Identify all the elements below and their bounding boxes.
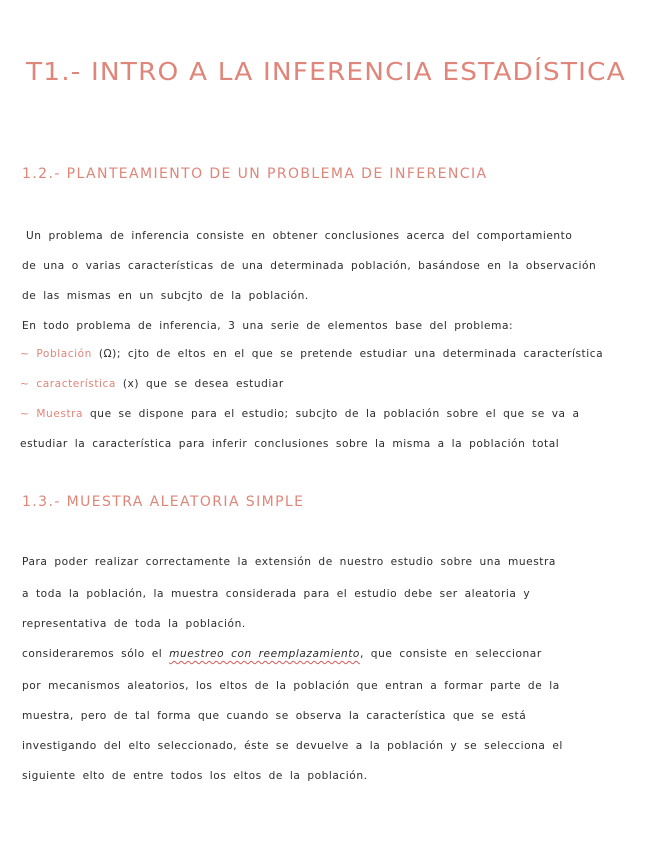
- item-text: (Ω); cjto de eltos en el que se pretende estudiar una determinada característica: [91, 348, 604, 360]
- list-bullet: ~: [20, 408, 30, 420]
- paragraph-line: [22, 648, 542, 660]
- term-muestra: Muestra: [36, 408, 84, 420]
- item-text: que se dispone para el estudio; subcjto de la población sobre el que se va a: [83, 408, 580, 420]
- paragraph-line: siguiente elto de entre todos los eltos de la población.: [22, 770, 368, 782]
- paragraph-line: de una o varias características de una determinada población, basándose en la observación: [22, 260, 597, 272]
- term-poblacion: Población: [36, 348, 92, 360]
- paragraph-line: de las mismas en un subcjto de la población.: [22, 290, 309, 302]
- line-text: , que consiste en seleccionar: [359, 648, 542, 660]
- paragraph-line: Un problema de inferencia consiste en obtener conclusiones acerca del comportamiento: [26, 230, 573, 242]
- term-caracteristica: característica: [36, 378, 116, 390]
- paragraph-line: En todo problema de inferencia, 3 una serie de elementos base del problema:: [22, 320, 514, 332]
- item-text: (x) que se desea estudiar: [115, 378, 284, 390]
- paragraph-line: muestra, pero de tal forma que cuando se observa la característica que se está: [22, 710, 527, 722]
- list-item-muestra: [20, 408, 580, 420]
- underlined-term: muestreo con reemplazamiento: [169, 648, 360, 660]
- section-heading-1-2: 1.2.- PLANTEAMIENTO DE UN PROBLEMA DE INFERENCIA: [22, 166, 488, 182]
- paragraph-line: Para poder realizar correctamente la extensión de nuestro estudio sobre una muestra: [22, 556, 556, 568]
- section-heading-1-3: 1.3.- MUESTRA ALEATORIA SIMPLE: [22, 494, 305, 510]
- line-text: consideraremos sólo el: [22, 648, 170, 660]
- list-bullet: ~: [20, 378, 30, 390]
- list-item-caracteristica: [20, 378, 284, 390]
- page-title: T1.- INTRO A LA INFERENCIA ESTADÍSTICA: [26, 58, 626, 87]
- paragraph-line: investigando del elto seleccionado, éste se devuelve a la población y se selecciona el: [22, 740, 563, 752]
- paragraph-line: estudiar la característica para inferir conclusiones sobre la misma a la población total: [20, 438, 560, 450]
- paragraph-line: representativa de toda la población.: [22, 618, 246, 630]
- paragraph-line: a toda la población, la muestra considerada para el estudio debe ser aleatoria y: [22, 588, 531, 600]
- list-bullet: ~: [20, 348, 30, 360]
- paragraph-line: por mecanismos aleatorios, los eltos de la población que entran a formar parte de la: [22, 680, 560, 692]
- list-item-poblacion: [20, 348, 603, 360]
